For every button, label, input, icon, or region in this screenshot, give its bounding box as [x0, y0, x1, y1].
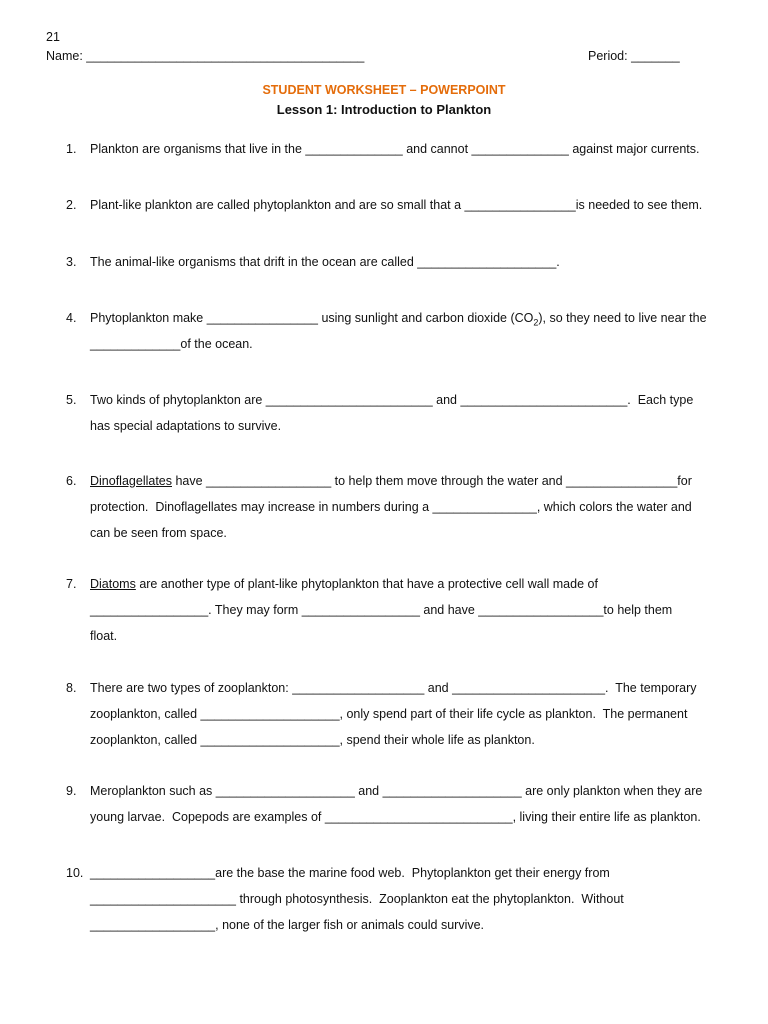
question-text: Phytoplankton make ________________ using sunlight and carbon dioxide (CO [90, 311, 534, 325]
question-text: can be seen from space. [90, 526, 227, 540]
question-text: float. [90, 629, 118, 643]
question-text: are another type of plant-like phytoplankton that have a protective cell wall made of [135, 577, 598, 591]
question-text-line [90, 474, 692, 488]
question-text: zooplankton, called ____________________, spend their whole life as plankton. [90, 733, 535, 747]
question-text: ), so they need to live near the [538, 311, 707, 325]
question-text: Plant-like plankton are called phytoplankton and are so small that a ________________is needed to see them. [90, 198, 703, 212]
question-text: has special adaptations to survive. [90, 419, 282, 433]
question-text: protection. Dinoflagellates may increase in numbers during a _______________, which colors the water and [90, 500, 692, 514]
name-field[interactable]: Name: ________________________________________ [46, 49, 365, 63]
question-number: 8. [66, 681, 77, 695]
subscript: 2 [533, 317, 539, 328]
question-text: Two kinds of phytoplankton are ________________________ and ________________________. Each type [90, 393, 694, 407]
question-text: __________________are the base the marine food web. Phytoplankton get their energy from [90, 866, 610, 880]
term-diatoms: Diatoms [90, 577, 136, 591]
question-number: 3. [66, 255, 77, 269]
question-text: _________________. They may form _________________ and have __________________to help them [90, 603, 673, 617]
question-number: 2. [66, 198, 77, 212]
question-text: young larvae. Copepods are examples of ___________________________, living their entire life as plankton. [90, 810, 701, 824]
question-text: There are two types of zooplankton: ___________________ and ______________________. The temporary [90, 681, 697, 695]
question-number: 1. [66, 142, 77, 156]
page-number: 21 [46, 30, 60, 44]
question-text: Plankton are organisms that live in the ______________ and cannot ______________ against major currents. [90, 142, 700, 156]
question-number: 10. [66, 866, 84, 880]
question-text: __________________, none of the larger fish or animals could survive. [90, 918, 485, 932]
lesson-title: Lesson 1: Introduction to Plankton [276, 102, 492, 117]
question-number: 9. [66, 784, 77, 798]
period-field[interactable]: Period: _______ [588, 49, 680, 63]
question-text: have __________________ to help them move through the water and ________________for [172, 474, 692, 488]
question-number: 5. [66, 393, 77, 407]
term-dinoflagellates: Dinoflagellates [90, 474, 172, 488]
question-number: 6. [66, 474, 77, 488]
worksheet-title: STUDENT WORKSHEET – POWERPOINT [262, 83, 506, 97]
question-text: Meroplankton such as ____________________ and ____________________ are only plankton when they are [90, 784, 703, 798]
question-text-line [90, 577, 598, 591]
question-text: _____________________ through photosynthesis. Zooplankton eat the phytoplankton. Without [90, 892, 624, 906]
question-text: The animal-like organisms that drift in the ocean are called ____________________. [90, 255, 560, 269]
question-number: 7. [66, 577, 77, 591]
question-text: _____________of the ocean. [90, 337, 253, 351]
question-text-line [90, 311, 707, 328]
question-text: zooplankton, called ____________________, only spend part of their life cycle as plankton. The permanent [90, 707, 688, 721]
question-number: 4. [66, 311, 77, 325]
